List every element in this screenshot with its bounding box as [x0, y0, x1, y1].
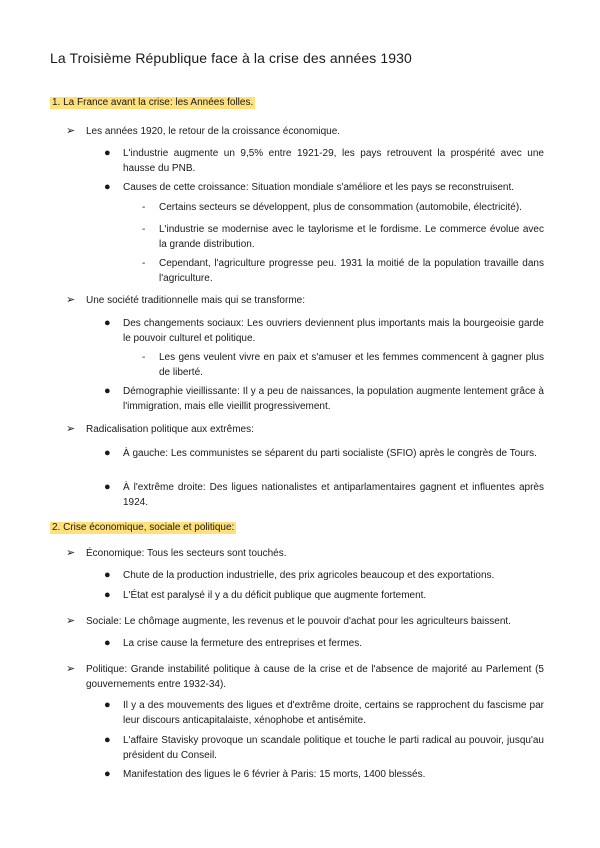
list-item: Certains secteurs se développent, plus de consommation (automobile, électricité).: [159, 202, 522, 213]
list-item: Politique: Grande instabilité politique à cause de la crise et de l'absence de majorité au Parlement (5 gouvernements entre 1932-34).: [86, 664, 544, 690]
bullet-icon: ●: [104, 699, 111, 711]
list-item: Démographie vieillissante: Il y a peu de naissances, la population augmente lentement grâce à l'immigration, mais elle vieillit progressivement.: [123, 386, 544, 412]
bullet-icon: ●: [104, 385, 111, 397]
bullet-icon: ●: [104, 637, 111, 649]
list-item: Cependant, l'agriculture progresse peu. 1931 la moitié de la population travaille dans l'agriculture.: [159, 258, 544, 284]
dash-icon: -: [142, 224, 146, 235]
list-item: L'industrie augmente un 9,5% entre 1921-29, les pays retrouvent la prospérité avec une hausse du PNB.: [123, 148, 544, 174]
bullet-icon: ●: [104, 768, 111, 780]
arrow-bullet-icon: ➢: [66, 294, 76, 306]
list-item: À gauche: Les communistes se séparent du parti socialiste (SFIO) après le congrès de Tours.: [123, 448, 537, 459]
list-item: Manifestation des ligues le 6 février à Paris: 15 morts, 1400 blessés.: [123, 769, 426, 780]
dash-icon: -: [142, 352, 146, 363]
list-item: Économique: Tous les secteurs sont touchés.: [86, 548, 287, 559]
dash-icon: -: [142, 258, 146, 269]
arrow-bullet-icon: ➢: [66, 125, 76, 137]
list-item: Radicalisation politique aux extrêmes:: [86, 424, 254, 435]
section-heading-2: 2. Crise économique, sociale et politique:: [52, 522, 235, 533]
arrow-bullet-icon: ➢: [66, 423, 76, 435]
arrow-bullet-icon: ➢: [66, 547, 76, 559]
bullet-icon: ●: [104, 181, 111, 193]
page-title: La Troisième République face à la crise des années 1930: [50, 50, 412, 66]
bullet-icon: ●: [104, 589, 111, 601]
list-item: Sociale: Le chômage augmente, les revenus et le pouvoir d'achat pour les agriculteurs baissent.: [86, 616, 511, 627]
bullet-icon: ●: [104, 447, 111, 459]
list-item: Des changements sociaux: Les ouvriers deviennent plus importants mais la bourgeoisie garde le pouvoir culturel et politique.: [123, 318, 544, 344]
bullet-icon: ●: [104, 734, 111, 746]
bullet-icon: ●: [104, 147, 111, 159]
dash-icon: -: [142, 202, 146, 213]
list-item: Les gens veulent vivre en paix et s'amuser et les femmes commencent à gagner plus de liberté.: [159, 352, 544, 378]
bullet-icon: ●: [104, 481, 111, 493]
bullet-icon: ●: [104, 569, 111, 581]
arrow-bullet-icon: ➢: [66, 615, 76, 627]
list-item: Causes de cette croissance: Situation mondiale s'améliore et les pays se reconstruisent.: [123, 182, 514, 193]
arrow-bullet-icon: ➢: [66, 663, 76, 675]
list-item: Une société traditionnelle mais qui se transforme:: [86, 295, 305, 306]
bullet-icon: ●: [104, 317, 111, 329]
list-item: L'affaire Stavisky provoque un scandale politique et touche le parti radical au pouvoir, jusqu'au président du Conseil.: [123, 735, 544, 761]
list-item: À l'extrême droite: Des ligues nationalistes et antiparlamentaires gagnent et influentes après 1924.: [123, 482, 544, 508]
list-item: Les années 1920, le retour de la croissance économique.: [86, 126, 341, 137]
list-item: L'État est paralysé il y a du déficit publique que augmente fortement.: [123, 590, 427, 601]
list-item: L'industrie se modernise avec le taylorisme et le fordisme. Le commerce évolue avec la grande distribution.: [159, 224, 544, 250]
section-heading-1: 1. La France avant la crise: les Années folles.: [52, 97, 254, 108]
list-item: Il y a des mouvements des ligues et d'extrême droite, certains se rapprochent du fascisme par leur discours anticapitalaiste, xénophobe et antisémite.: [123, 700, 544, 726]
list-item: Chute de la production industrielle, des prix agricoles beaucoup et des exportations.: [123, 570, 495, 581]
list-item: La crise cause la fermeture des entreprises et fermes.: [123, 638, 362, 649]
